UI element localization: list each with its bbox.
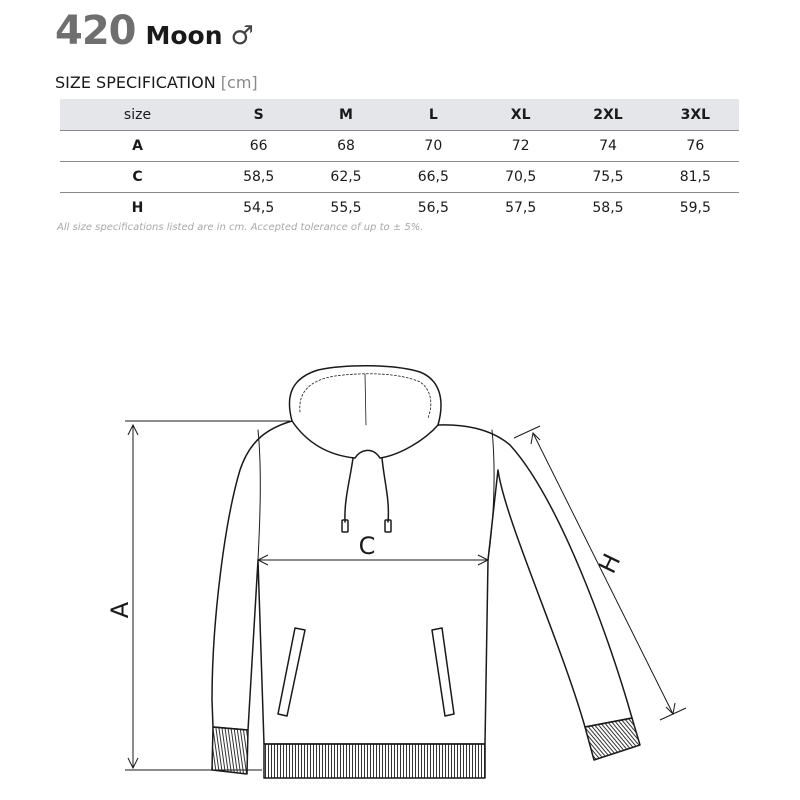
- row-label: C: [60, 162, 215, 193]
- left-cuff: [212, 727, 248, 774]
- table-cell: 54,5: [243, 200, 275, 216]
- right-armhole: [488, 430, 494, 560]
- drawstring-left: [345, 458, 353, 522]
- table-cell: 66: [215, 131, 302, 162]
- column-header: S: [215, 99, 302, 131]
- measure-h-line: [514, 426, 686, 720]
- table-cell: 58,5: [215, 162, 302, 193]
- label-a: A: [106, 601, 134, 619]
- table-cell: 66,5: [390, 162, 477, 193]
- pocket-right: [432, 628, 454, 716]
- table-cell: 59,5: [679, 200, 711, 216]
- table-cell: 62,5: [302, 162, 389, 193]
- table-cell: 55,5: [330, 200, 362, 216]
- hood-neckline: [355, 450, 380, 458]
- hood-front-left: [292, 421, 355, 458]
- row-label: H: [131, 200, 144, 216]
- table-cell: 70: [390, 131, 477, 162]
- table-cell: 56,5: [417, 200, 449, 216]
- table-cell: 76: [652, 131, 739, 162]
- hood-front-right: [380, 425, 438, 458]
- table-cell: 68: [302, 131, 389, 162]
- measure-a-line: [125, 421, 290, 770]
- table-cell: 70,5: [477, 162, 564, 193]
- model-name: Moon: [145, 21, 223, 50]
- table-cell: 75,5: [564, 162, 651, 193]
- table-cell: 58,5: [592, 200, 624, 216]
- pocket-left: [278, 628, 305, 716]
- column-header: M: [302, 99, 389, 131]
- hem-rib: [264, 744, 485, 778]
- body-outline: [212, 421, 632, 744]
- table-cell: 74: [564, 131, 651, 162]
- spec-title-text: SIZE SPECIFICATION: [55, 73, 216, 92]
- column-header: XL: [477, 99, 564, 131]
- column-header: 2XL: [564, 99, 651, 131]
- model-code: 420: [55, 8, 136, 54]
- row-label: A: [60, 131, 215, 162]
- right-cuff: [585, 718, 640, 760]
- tolerance-note: All size specifications listed are in cm. Accepted tolerance of up to ± 5%.: [57, 222, 424, 233]
- table-cell: 57,5: [505, 200, 537, 216]
- column-header: 3XL: [652, 99, 739, 131]
- male-symbol-icon: ♂: [230, 21, 254, 51]
- label-c: C: [358, 532, 376, 560]
- label-h: H: [593, 549, 627, 578]
- table-cell: 81,5: [652, 162, 739, 193]
- table-cell: 72: [477, 131, 564, 162]
- drawstring-right: [382, 458, 388, 522]
- column-header: size: [60, 99, 215, 131]
- spec-unit: [cm]: [220, 73, 258, 92]
- left-armhole: [258, 430, 260, 560]
- column-header: L: [390, 99, 477, 131]
- hood-center-seam: [365, 374, 366, 425]
